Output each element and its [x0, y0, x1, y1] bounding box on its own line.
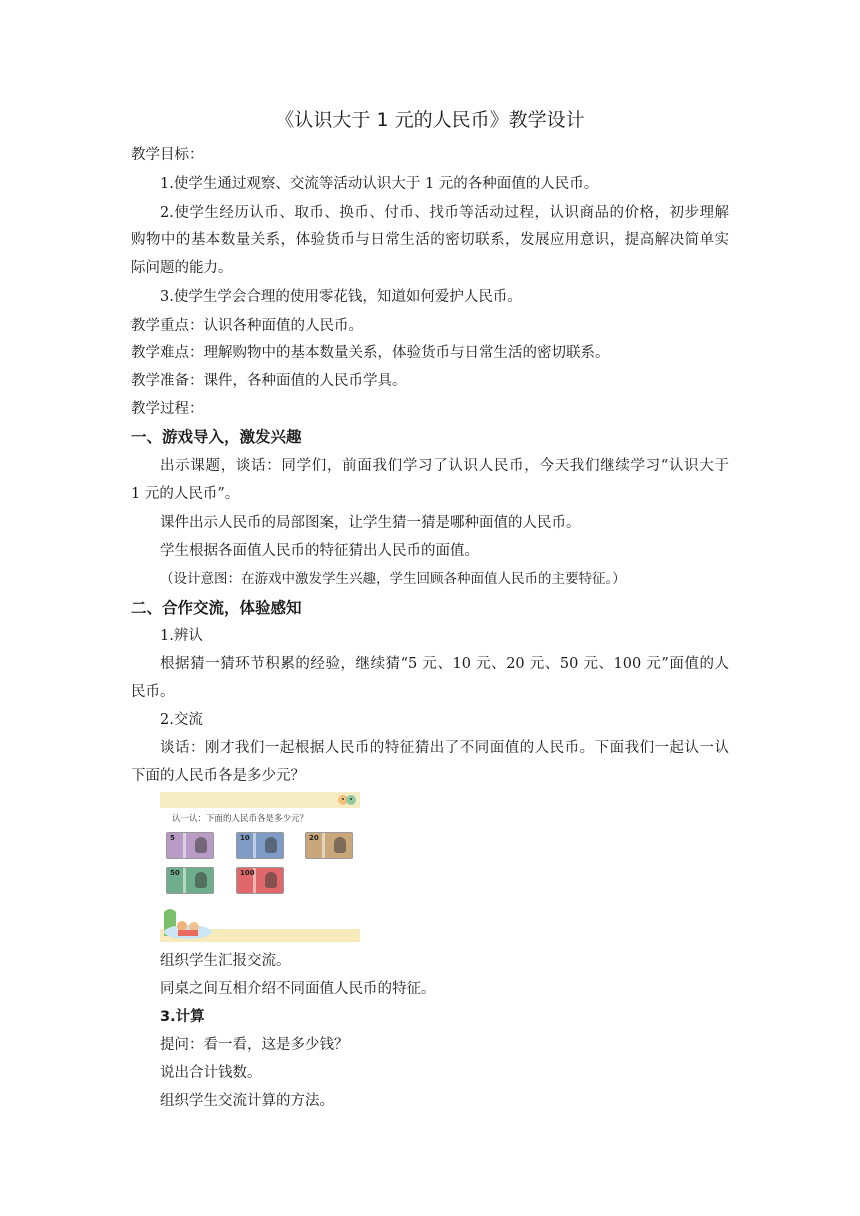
banknote-50-value: 50	[170, 869, 180, 877]
figure-caption: 认一认：下面的人民币各是多少元？	[172, 814, 309, 824]
key-point: 教学重点：认识各种面值的人民币。	[131, 318, 363, 334]
section-2-para-4: 同桌之间互相介绍不同面值人民币的特征。	[160, 981, 436, 997]
banknote-100-value: 100	[240, 869, 255, 877]
banknote-100	[236, 867, 284, 894]
section-1-design-note: （设计意图：在游戏中激发学生兴趣，学生回顾各种面值人民币的主要特征。）	[160, 571, 626, 587]
preparation: 教学准备：课件，各种面值的人民币学具。	[131, 373, 407, 389]
difficulty: 教学难点：理解购物中的基本数量关系，体验货币与日常生活的密切联系。	[131, 345, 610, 361]
section-2-para-3: 组织学生汇报交流。	[160, 953, 291, 969]
section-2-sub-1: 1.辨认	[160, 628, 203, 644]
goal-2-line-3: 际问题的能力。	[131, 260, 233, 276]
portrait-icon	[265, 872, 277, 888]
section-2-para-1-line-2: 民币。	[131, 684, 175, 700]
goal-2-line-2: 购物中的基本数量关系，体验货币与日常生活的密切联系，发展应用意识，提高解决简单实	[131, 232, 729, 248]
goal-label: 教学目标：	[131, 147, 204, 163]
goal-2-line-1: 2.使学生经历认币、取币、换币、付币、找币等活动过程，认识商品的价格，初步理解	[160, 205, 729, 221]
banknote-figure	[160, 792, 360, 942]
section-2-para-5: 提问：看一看，这是多少钱？	[160, 1037, 349, 1053]
banknote-10-value: 10	[240, 834, 250, 842]
section-1-para-1-line-2: 1 元的人民币”。	[131, 486, 240, 502]
section-1-para-2: 课件出示人民币的局部图案，让学生猜一猜是哪种面值的人民币。	[160, 515, 581, 531]
goal-1: 1.使学生通过观察、交流等活动认识大于 1 元的各种面值的人民币。	[160, 176, 599, 192]
banknote-10	[236, 832, 284, 859]
cartoon-kids-icon	[336, 792, 358, 808]
figure-top-band	[160, 792, 360, 808]
section-1-heading: 一、游戏导入，激发兴趣	[131, 428, 302, 446]
banknote-20	[305, 832, 353, 859]
section-2-sub-2: 2.交流	[160, 712, 203, 728]
goal-3: 3.使学生学会合理的使用零花钱，知道如何爱护人民币。	[160, 289, 522, 305]
banknote-50	[166, 867, 214, 894]
section-2-para-2-line-1: 谈话：刚才我们一起根据人民币的特征猜出了不同面值的人民币。下面我们一起认一认	[160, 740, 729, 756]
section-2-sub-3: 3.计算	[160, 1009, 205, 1025]
portrait-icon	[195, 837, 207, 853]
portrait-icon	[195, 872, 207, 888]
banknote-5-value: 5	[170, 834, 175, 842]
section-2-para-7: 组织学生交流计算的方法。	[160, 1093, 334, 1109]
section-2-para-1-line-1: 根据猜一猜环节积累的经验，继续猜“5 元、10 元、20 元、50 元、100 元”面值的人	[160, 656, 729, 672]
section-2-heading: 二、合作交流，体验感知	[131, 599, 302, 617]
section-2-para-6: 说出合计钱数。	[160, 1065, 262, 1081]
section-1-para-1-line-1: 出示课题，谈话：同学们，前面我们学习了认识人民币，今天我们继续学习“认识大于	[160, 458, 729, 474]
section-2-para-2-line-2: 下面的人民币各是多少元？	[131, 768, 305, 784]
reading-children-icon	[162, 906, 214, 940]
banknote-20-value: 20	[309, 834, 319, 842]
portrait-icon	[334, 837, 346, 853]
process-label: 教学过程：	[131, 401, 204, 417]
portrait-icon	[265, 837, 277, 853]
section-1-para-3: 学生根据各面值人民币的特征猜出人民币的面值。	[160, 543, 479, 559]
banknote-5	[166, 832, 214, 859]
document-title: 《认识大于 1 元的人民币》教学设计	[275, 109, 585, 131]
